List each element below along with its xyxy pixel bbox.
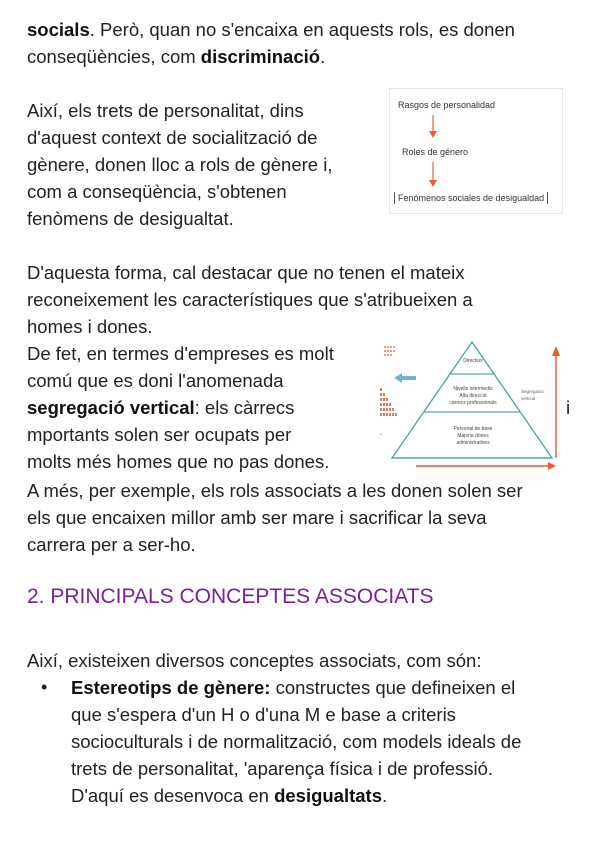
p5-line: els que encaixen millor amb ser mare i sacrificar la seva [27,507,487,528]
bold-discriminacio: discriminació [200,46,321,67]
pyramid-base-line: Majoria dones [457,433,489,439]
p4-line3-text: : els càrrecs [194,397,295,418]
p4-line: De fet, en termes d'empreses es molt [27,343,334,364]
pyramid-top-label: Directius [463,358,483,364]
vertical-segregation-pyramid [376,340,566,472]
pyramid-side-line: Segregació [521,389,544,394]
paragraph-4 [27,340,372,475]
bullet-line: socioculturals i de normalització, com models ideals de [71,731,522,752]
p2-line: gènere, donen lloc a rols de gènere i, [27,154,333,175]
p1-line2-text: conseqüències, com [27,46,201,67]
p1-line1-text: . Però, quan no s'encaixa en aquests rols, es donen [89,19,515,40]
bold-socials: socials [27,19,90,40]
bullet-marker: • [41,677,48,697]
p3-line: homes i dones. [27,316,153,337]
p4-line: molts més homes que no pas dones. [27,451,330,472]
pyramid-mid-line: Nivells intermedis [453,386,493,392]
dots-grid-icon [384,346,395,356]
p2-line: com a conseqüència, s'obtenen [27,181,287,202]
p5-line: carrera per a ser-ho. [27,534,196,555]
flow-arrow-icon [428,115,438,139]
pyramid-mid-line: Alta direcció [459,393,487,399]
pyramid-mid-line: càrrecs professionals [449,400,497,406]
pyramid-base-label [428,426,518,447]
p2-line: Així, els trets de personalitat, dins [27,100,304,121]
personality-flow-diagram [389,88,563,214]
left-arrow-icon [394,373,416,383]
paragraph-2 [27,97,372,232]
bullet-line [71,674,591,701]
flow-box-roles: Roles de género [402,147,469,157]
flow-box-inequality: Fenómenos sociales de desigualdad [394,192,548,204]
p1-line2-end: . [320,46,326,67]
bullet-line: trets de personalitat, 'aparença física i de professió. [71,758,494,779]
pyramid-side-label [521,388,553,402]
bullet-line [71,782,591,809]
svg-text:•: • [380,432,382,438]
p2-line: fenòmens de desigualtat. [27,208,234,229]
bold-estereotips: Estereotips de gènere: [71,677,271,698]
p3-line: D'aquesta forma, cal destacar que no tenen el mateix [27,262,465,283]
bold-desigualtats: desigualtats [274,785,383,806]
paragraph-3 [27,259,587,340]
p5-line: A més, per exemple, els rols associats a les donen solen ser [27,480,523,501]
p2-line: d'aquest context de socialització de [27,127,318,148]
p4-line: comú que es doni l'anomenada [27,370,284,391]
paragraph-5 [27,477,587,558]
flow-box-personality: Rasgos de personalidad [398,100,496,110]
p4-trailing-char: i [566,397,571,418]
p4-line: mportants solen ser ocupats per [27,424,292,445]
pyramid-base-line: administratives [456,440,490,446]
pyramid-mid-label [438,386,508,407]
p1-line-1 [27,16,587,43]
p1-line-2 [27,43,587,70]
bullet-last-end: . [382,785,388,806]
pyramid-side-line: vertical [521,396,536,401]
section-heading: 2. PRINCIPALS CONCEPTES ASSOCIATS [27,585,434,608]
bullet-line: que s'espera d'un H o d'una M e base a criteris [71,704,456,725]
paragraph-6-intro: Així, existeixen diversos conceptes associats, com són: [27,650,482,671]
bullet-line1-text: constructes que defineixen el [270,677,516,698]
p3-line: reconeixement les característiques que s'atribueixen a [27,289,473,310]
pyramid-base-line: Personal de base [453,426,493,432]
p4-line [27,394,372,421]
people-stack-icon [380,388,397,416]
flow-arrow-icon [428,162,438,188]
bullet-last-text: D'aquí es desenvoca en [71,785,275,806]
bullet-item-stereotypes [71,674,591,809]
bold-segregacio-vertical: segregació vertical [27,397,195,418]
paragraph-1 [27,16,587,70]
